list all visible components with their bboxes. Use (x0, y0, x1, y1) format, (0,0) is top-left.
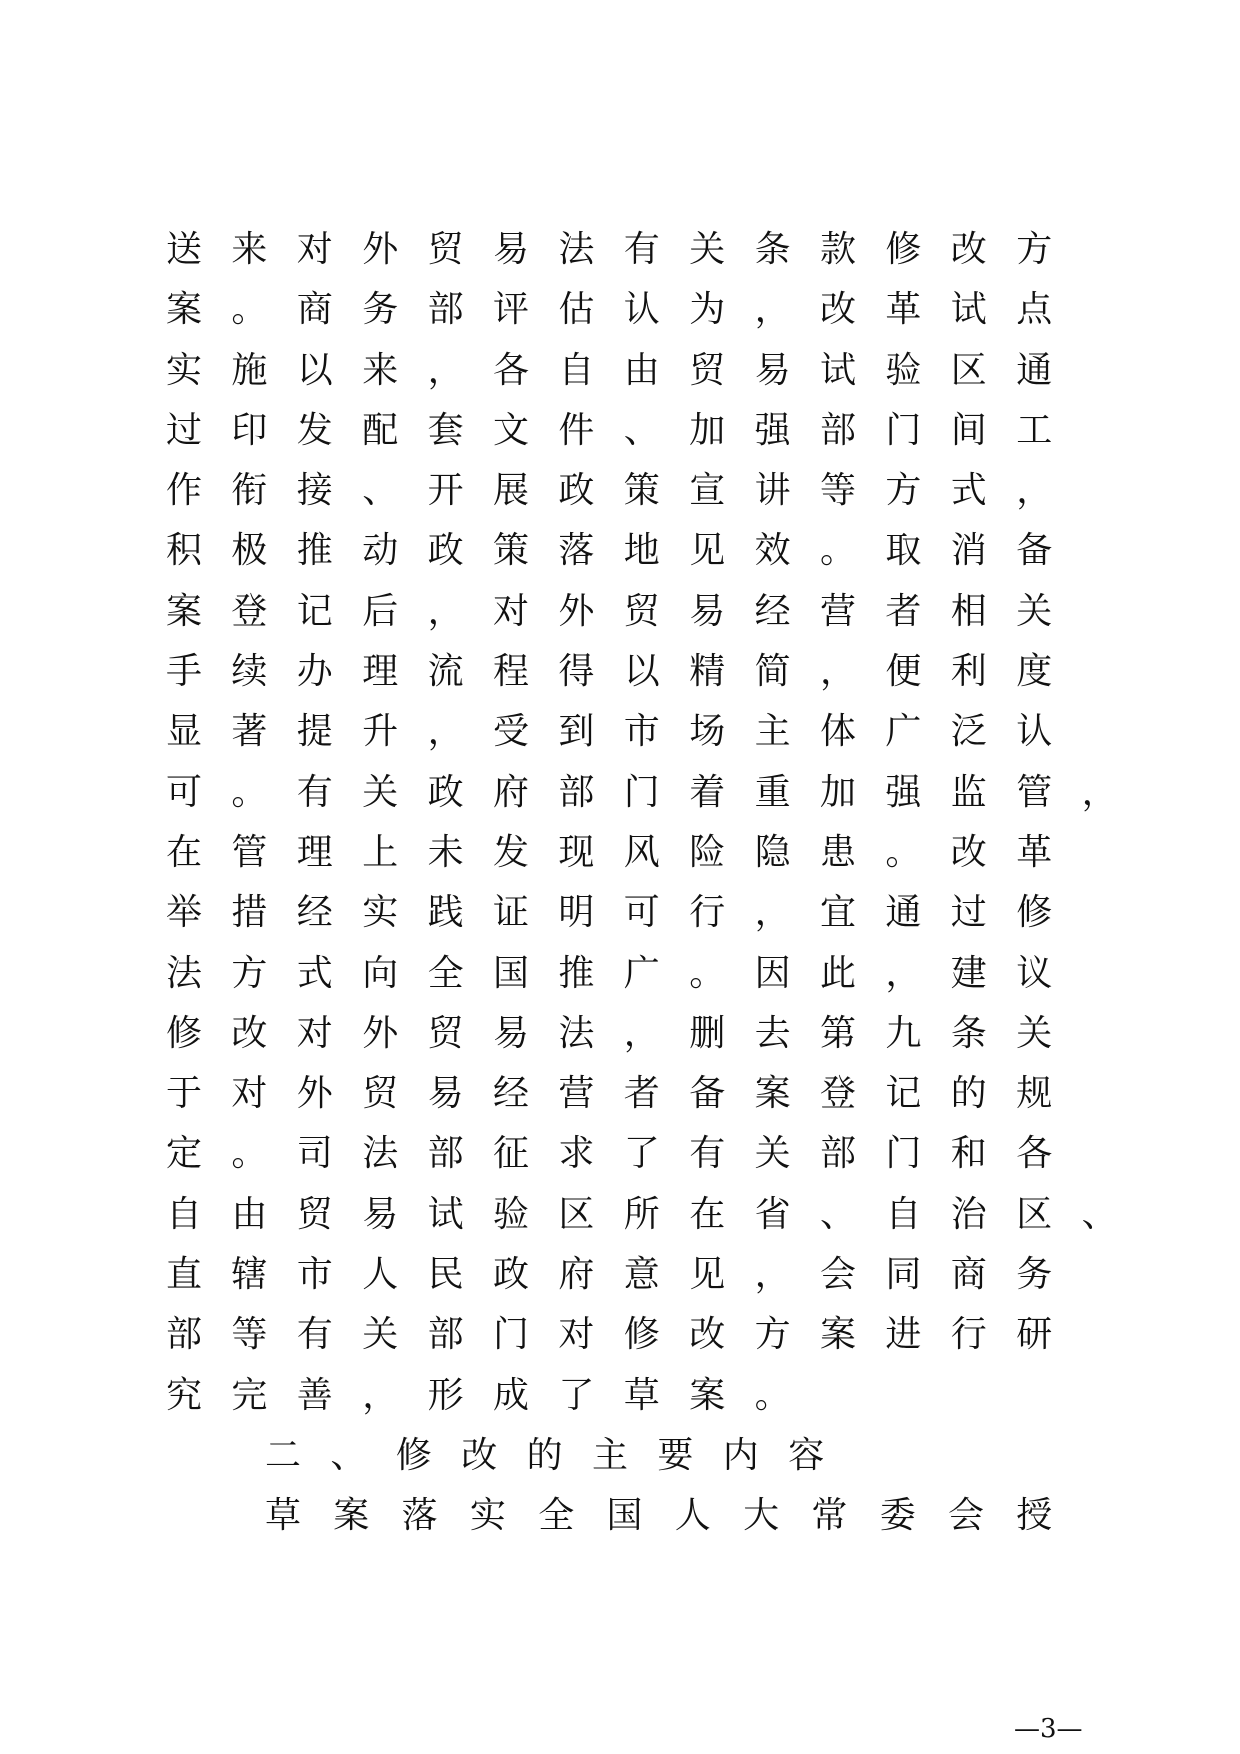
text-line: 自由贸易试验区所在省、自治区、 (166, 1193, 1148, 1235)
text-line: 作衔接、开展政策宣讲等方式， (166, 470, 1082, 512)
text-line: 定。司法部征求了有关部门和各 (166, 1133, 1082, 1175)
text-line: 部等有关部门对修改方案进行研 (166, 1314, 1082, 1356)
text-line: 案。商务部评估认为，改革试点 (166, 289, 1082, 331)
text-line: 直辖市人民政府意见，会同商务 (166, 1254, 1082, 1296)
text-line: 法方式向全国推广。因此，建议 (166, 952, 1082, 994)
text-line: 实施以来，各自由贸易试验区通 (166, 349, 1082, 391)
text-line: 可。有关政府部门着重加强监管， (166, 771, 1148, 813)
text-line: 于对外贸易经营者备案登记的规 (166, 1073, 1082, 1115)
text-line: 手续办理流程得以精简，便利度 (166, 651, 1082, 693)
text-line: 显著提升，受到市场主体广泛认 (166, 711, 1082, 753)
section-heading: 二、修改的主要内容 (265, 1434, 854, 1476)
page-number: —3— (1014, 1714, 1083, 1744)
text-line: 修改对外贸易法，删去第九条关 (166, 1012, 1082, 1054)
text-line: 在管理上未发现风险隐患。改革 (166, 831, 1082, 873)
paragraph-start-line: 草案落实全国人大常委会授 (265, 1495, 1085, 1537)
text-line: 积极推动政策落地见效。取消备 (166, 530, 1082, 572)
text-line: 举措经实践证明可行，宜通过修 (166, 892, 1082, 934)
page-body (166, 220, 1166, 1547)
text-line: 过印发配套文件、加强部门间工 (166, 409, 1082, 451)
text-line: 案登记后，对外贸易经营者相关 (166, 590, 1082, 632)
text-line: 送来对外贸易法有关条款修改方 (166, 229, 1082, 270)
text-line: 究完善，形成了草案。 (166, 1374, 821, 1416)
